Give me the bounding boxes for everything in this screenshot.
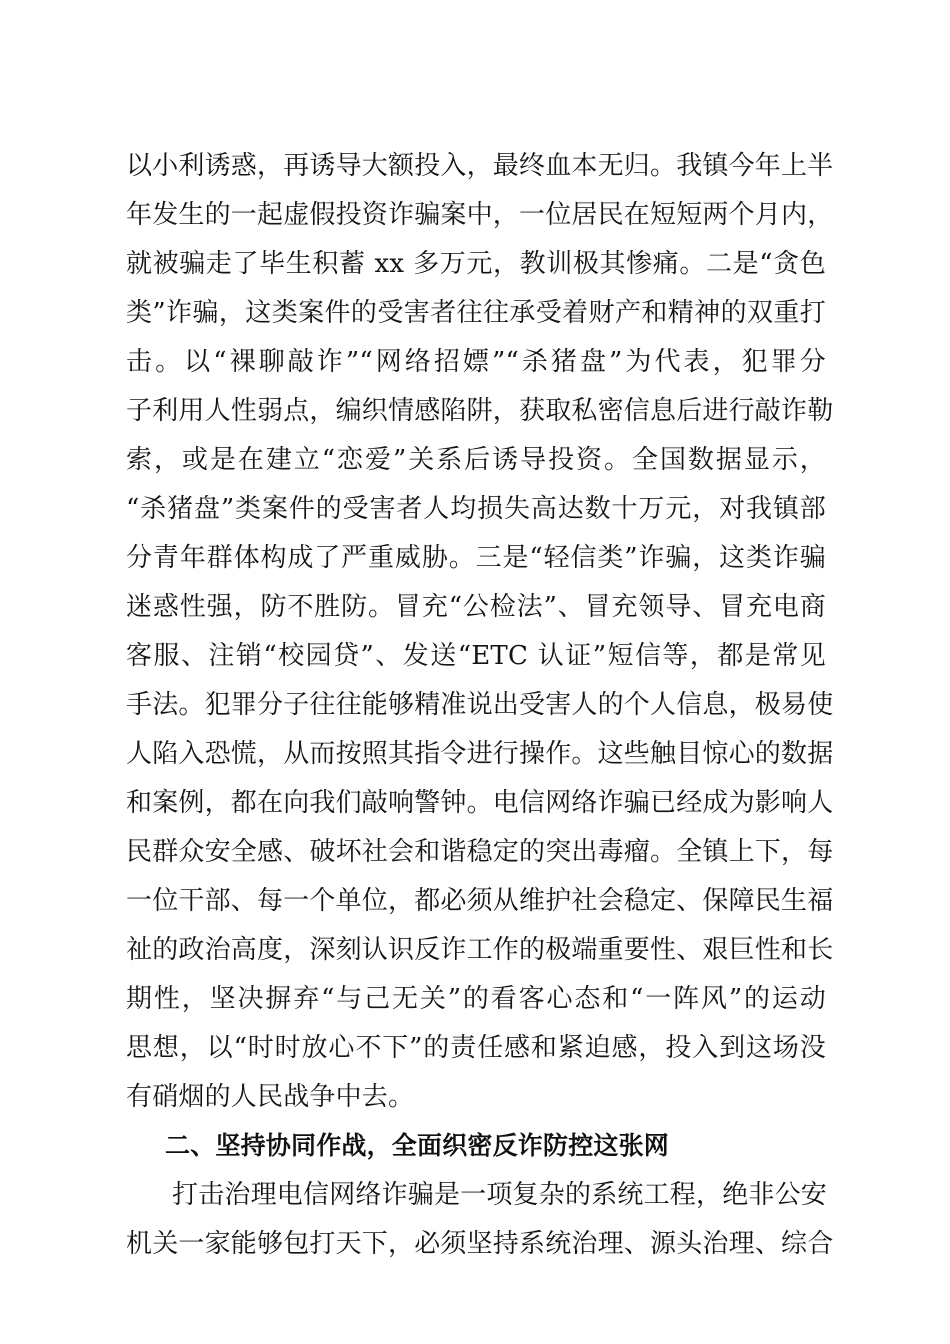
paragraph-line: 击。以“裸聊敲诈”“网络招嫖”“杀猪盘”为代表，犯罪分 [126,347,826,377]
paragraph-line: 年发生的一起虚假投资诈骗案中，一位居民在短短两个月内， [126,200,834,230]
paragraph-line: 就被骗走了毕生积蓄 xx 多万元，教训极其惨痛。二是“贪色 [126,249,826,279]
paragraph-line: 子利用人性弱点，编织情感陷阱，获取私密信息后进行敲诈勒 [126,396,834,426]
paragraph-line: 祉的政治高度，深刻认识反诈工作的极端重要性、艰巨性和长 [126,935,834,965]
paragraph-line: 一位干部、每一个单位，都必须从维护社会稳定、保障民生福 [126,886,834,916]
paragraph-line: 机关一家能够包打天下，必须坚持系统治理、源头治理、综合 [126,1229,834,1259]
paragraph-line: 索，或是在建立“恋爱”关系后诱导投资。全国数据显示， [126,445,826,475]
paragraph-line: 期性，坚决摒弃“与己无关”的看客心态和“一阵风”的运动 [126,984,826,1014]
paragraph-line: 类”诈骗，这类案件的受害者往往承受着财产和精神的双重打 [126,298,826,328]
paragraph-line: 人陷入恐慌，从而按照其指令进行操作。这些触目惊心的数据 [126,739,834,769]
paragraph-line: 迷惑性强，防不胜防。冒充“公检法”、冒充领导、冒充电商 [126,592,826,622]
paragraph-line: 有硝烟的人民战争中去。 [126,1082,415,1112]
paragraph-line: 思想，以“时时放心不下”的责任感和紧迫感，投入到这场没 [126,1033,826,1063]
paragraph-line: 分青年群体构成了严重威胁。三是“轻信类”诈骗，这类诈骗 [126,543,826,573]
paragraph-line: 和案例，都在向我们敲响警钟。电信网络诈骗已经成为影响人 [126,788,834,818]
paragraph-line: 客服、注销“校园贷”、发送“ETC 认证”短信等，都是常见 [126,641,826,671]
paragraph-line: 以小利诱惑，再诱导大额投入，最终血本无归。我镇今年上半 [126,151,834,181]
paragraph-line: “杀猪盘”类案件的受害者人均损失高达数十万元，对我镇部 [126,494,826,524]
paragraph-line: 打击治理电信网络诈骗是一项复杂的系统工程，绝非公安 [172,1180,828,1210]
paragraph-line: 民群众安全感、破坏社会和谐稳定的突出毒瘤。全镇上下，每 [126,837,834,867]
section-heading: 二、坚持协同作战，全面织密反诈防控这张网 [165,1131,670,1160]
paragraph-line: 手法。犯罪分子往往能够精准说出受害人的个人信息，极易使 [126,690,834,720]
